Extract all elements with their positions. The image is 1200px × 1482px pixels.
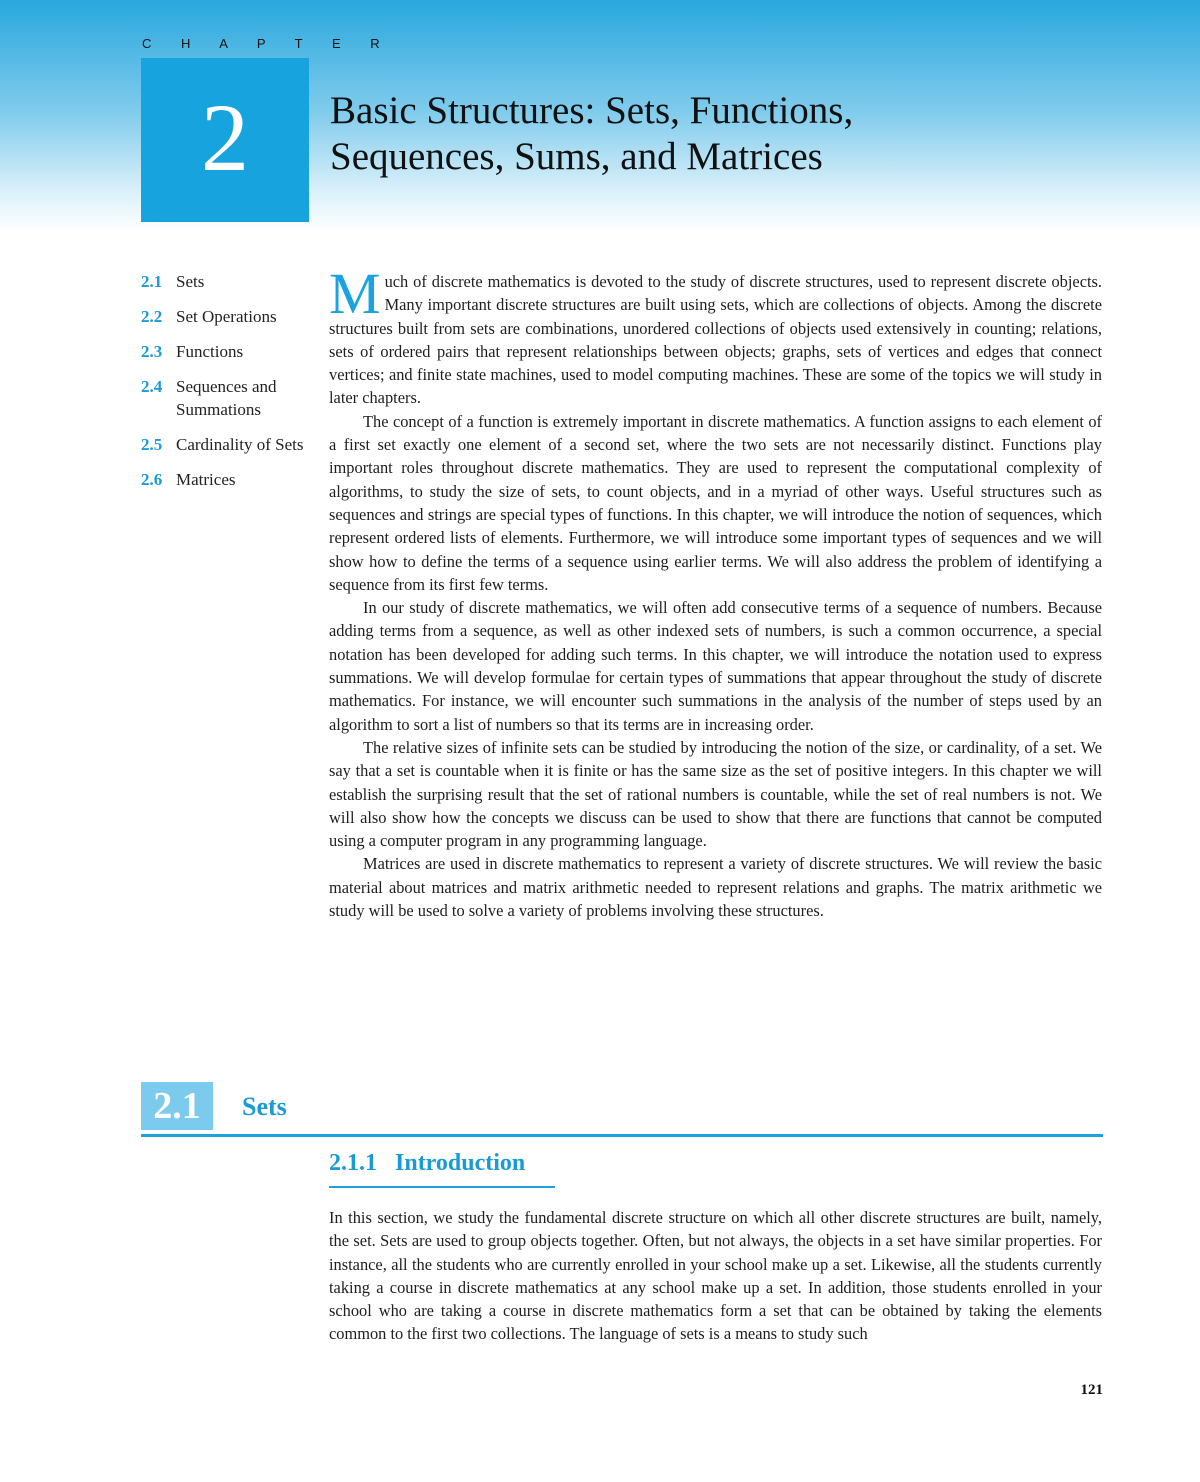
toc-item[interactable] [141,468,316,491]
subsection-heading [329,1150,555,1188]
toc-label: Functions [176,342,244,361]
intro-paragraph: In our study of discrete mathematics, we will often add consecutive terms of a sequence of numbers. Because adding terms from a sequence, as well as other indexed sets of numbers, is such a common occurrence, a special notation has been developed for adding such terms. In this chapter, we will introduce the notation used to express summations. We will develop formulae for certain types of summations that appear throughout the study of discrete mathematics. For instance, we will encounter such summations in the analysis of the number of steps used by an algorithm to sort a list of numbers so that its terms are in increasing order. [329,598,1102,734]
intro-paragraph-text: uch of discrete mathematics is devoted to the study of discrete structures, used to represent discrete objects. Many important discrete structures are built using sets, which are collections of objects. Among the discrete structures built from sets are combinations, unordered collections of objects used extensively in counting; relations, sets of ordered pairs that represent relationships between objects; graphs, sets of vertices and edges that connect vertices; and finite state machines, used to model computing machines. These are some of the topics we will study in later chapters. [329,272,1102,408]
toc-item[interactable] [141,270,316,293]
intro-paragraph [329,261,1102,410]
section-number: 2.1 [141,1082,213,1130]
toc-label: Cardinality of Sets [176,435,304,454]
toc-label: Sets [176,272,205,291]
toc-number: 2.3 [141,342,163,361]
chapter-introduction [329,261,1102,922]
toc-number: 2.5 [141,435,163,454]
toc-item[interactable] [141,305,316,328]
section-title: Sets [242,1092,287,1121]
intro-paragraph: The relative sizes of infinite sets can be studied by introducing the notion of the size, or cardinality, of a set. We say that a set is countable when it is finite or has the same size as the set of positive integers. In this chapter we will establish the surprising result that the set of rational numbers is countable, while the set of real numbers is not. We will also show how the concepts we discuss can be used to show that there are functions that cannot be computed using a computer program in any programming language. [329,737,1102,851]
body-paragraph: In this section, we study the fundamental discrete structure on which all other discrete structures are built, namely, the set. Sets are used to group objects together. Often, but not always, the objects in a set have similar properties. For instance, all the students who are currently enrolled in your school make up a set. Likewise, all the students currently taking a course in discrete mathematics at any school make up a set. In addition, those students enrolled in your school who are taking a course in discrete mathematics form a set that can be obtained by taking the elements common to the first two collections. The language of sets is a means to study such [329,1208,1102,1344]
toc-label: Matrices [176,470,236,489]
chapter-contents [141,270,316,503]
toc-label: Set Operations [176,307,277,326]
chapter-number-box [141,58,309,222]
chapter-title [330,88,1150,180]
intro-paragraph: Matrices are used in discrete mathematics to represent a variety of discrete structures. We will review the basic material about matrices and matrix arithmetic needed to represent relations and graphs. The matrix arithmetic we study will be used to solve a variety of problems involving these structures. [329,854,1102,921]
drop-cap: M [329,261,381,326]
chapter-title-line2: Sequences, Sums, and Matrices [330,135,823,178]
intro-paragraph: The concept of a function is extremely important in discrete mathematics. A function assigns to each element of a first set exactly one element of a second set, where the two sets are not necessarily distinct. Functions play important roles throughout discrete mathematics. They are used to represent the computational complexity of algorithms, to study the size of sets, to count objects, and in a myriad of other ways. Useful structures such as sequences and strings are special types of functions. In this chapter, we will introduce the notion of sequences, which represent ordered lists of elements. Furthermore, we will introduce some important types of sequences and we will show how to define the terms of a sequence using earlier terms. We will also address the problem of identifying a sequence from its first few terms. [329,411,1102,594]
chapter-label: C H A P T E R [142,36,393,51]
page-number: 121 [1080,1382,1103,1398]
chapter-number: 2 [201,84,249,191]
toc-item[interactable] [141,375,316,421]
toc-item[interactable] [141,433,316,456]
toc-number: 2.1 [141,272,163,291]
toc-number: 2.4 [141,377,163,396]
toc-number: 2.2 [141,307,163,326]
subsection-title: Introduction [395,1150,526,1176]
toc-item[interactable] [141,340,316,363]
toc-label: Sequences and Summations [176,377,277,419]
subsection-number: 2.1.1 [329,1150,377,1176]
section-body [329,1206,1102,1346]
chapter-title-line1: Basic Structures: Sets, Functions, [330,89,854,132]
section-heading [141,1078,1103,1137]
toc-number: 2.6 [141,470,163,489]
